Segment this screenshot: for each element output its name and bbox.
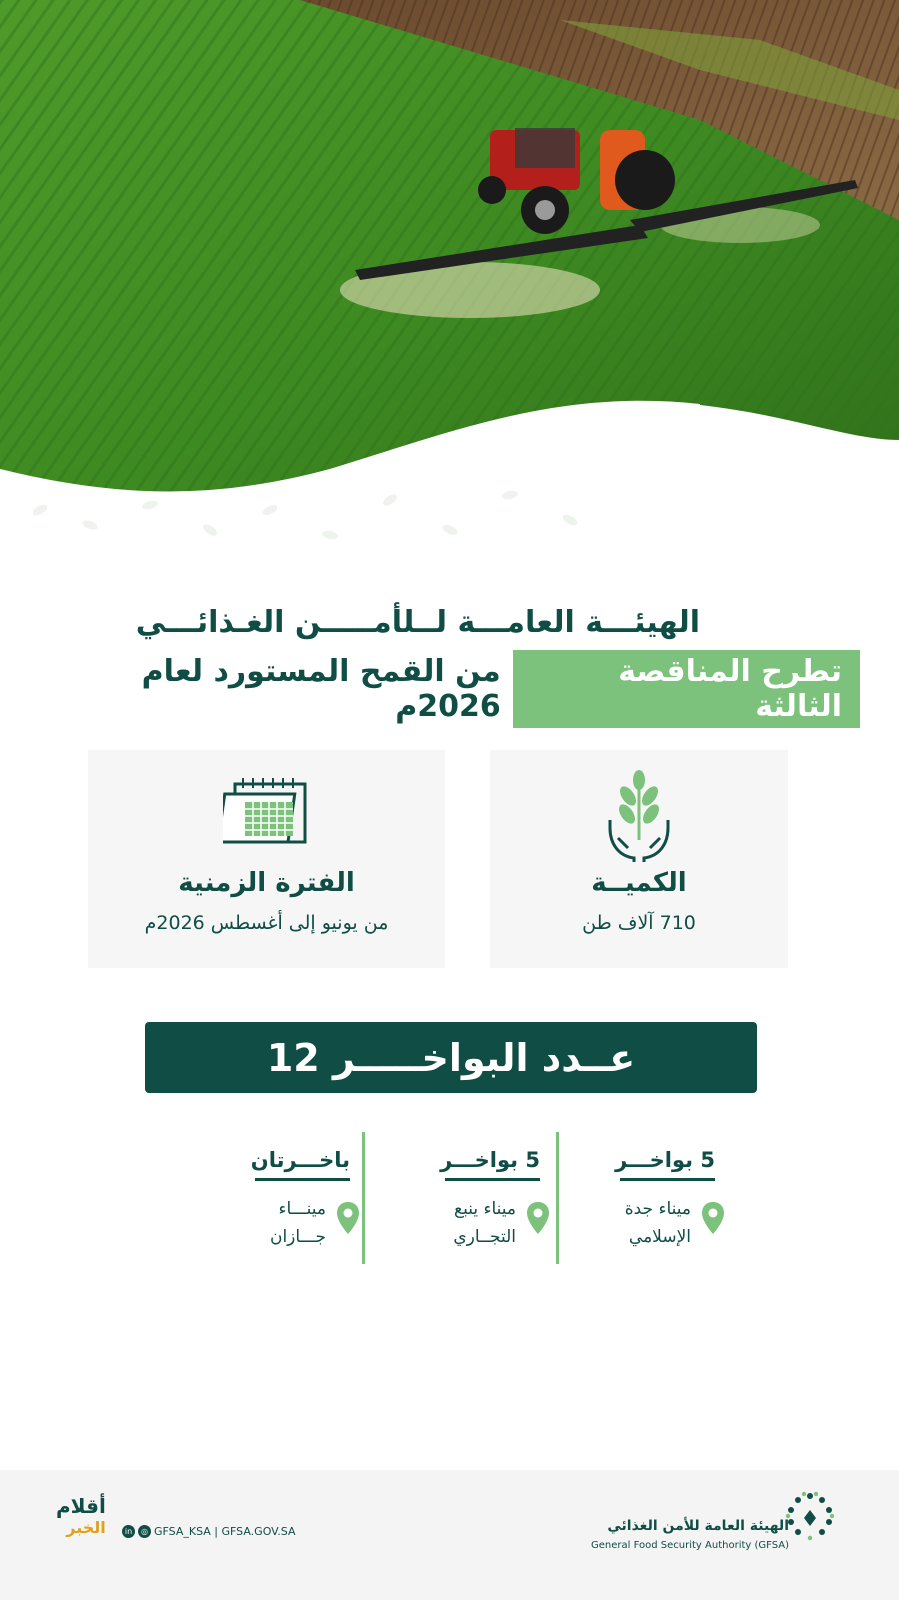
port-jazan [180, 1148, 360, 1251]
period-title: الفترة الزمنية [178, 868, 355, 898]
port-location [370, 1195, 550, 1251]
port-yanbu [370, 1148, 550, 1251]
calendar-icon [223, 778, 311, 848]
headline [40, 605, 860, 728]
instagram-icon[interactable]: ◎ [138, 1525, 151, 1538]
port-ship-count: 5 بواخـــر [440, 1148, 540, 1172]
location-pin-icon [526, 1201, 550, 1235]
port-ship-count: باخـــرتان [250, 1148, 350, 1172]
port-name [270, 1195, 326, 1251]
wheat-in-hands-icon [604, 768, 674, 864]
hero-photo [0, 0, 899, 560]
port-name [625, 1195, 691, 1251]
linkedin-icon[interactable]: in [122, 1525, 135, 1538]
port-divider [556, 1132, 559, 1264]
quantity-title: الكميــة [591, 868, 687, 898]
ships-count-label: عــدد البواخـــــر 12 [266, 1035, 636, 1080]
headline-line1: الهيئـــة العامـــة لــلأمـــــن الغـذائـــي [135, 605, 700, 640]
quantity-value: 710 آلاف طن [582, 912, 696, 934]
port-name-line2: التجــاري [453, 1227, 516, 1247]
headline-highlight: تطرح المناقصة الثالثة [513, 650, 860, 728]
port-ship-count: 5 بواخـــر [615, 1148, 715, 1172]
port-jeddah [545, 1148, 725, 1251]
period-value: من يونيو إلى أغسطس 2026م [144, 912, 389, 934]
location-pin-icon [336, 1201, 360, 1235]
port-divider [362, 1132, 365, 1264]
port-name-line2: الإسلامي [628, 1227, 691, 1247]
port-name-line2: جـــازان [269, 1227, 326, 1247]
port-underline [620, 1178, 715, 1181]
footer-social [122, 1525, 295, 1538]
footer-org-arabic: الهيئة العامة للأمن الغذائي [607, 1518, 789, 1534]
port-underline [445, 1178, 540, 1181]
port-location [180, 1195, 360, 1251]
headline-line2 [40, 650, 860, 728]
footer-social-text: GFSA_KSA | GFSA.GOV.SA [154, 1525, 296, 1538]
watermark-line2: الخبر [66, 1518, 106, 1537]
headline-rest: من القمح المستورد لعام 2026م [141, 654, 501, 724]
period-card [88, 750, 445, 968]
footer-org-english: General Food Security Authority (GFSA) [591, 1540, 789, 1551]
quantity-card [490, 750, 788, 968]
port-name [453, 1195, 516, 1251]
port-name-line1: مينـــاء [278, 1199, 326, 1219]
port-name-line1: ميناء جدة [624, 1199, 691, 1219]
port-name-line1: ميناء ينبع [454, 1199, 516, 1219]
port-location [545, 1195, 725, 1251]
ships-count-banner [145, 1022, 757, 1093]
gfsa-logo [782, 1488, 838, 1544]
port-underline [255, 1178, 350, 1181]
watermark-line1: أقلام [56, 1494, 106, 1518]
location-pin-icon [701, 1201, 725, 1235]
watermark [56, 1495, 106, 1539]
